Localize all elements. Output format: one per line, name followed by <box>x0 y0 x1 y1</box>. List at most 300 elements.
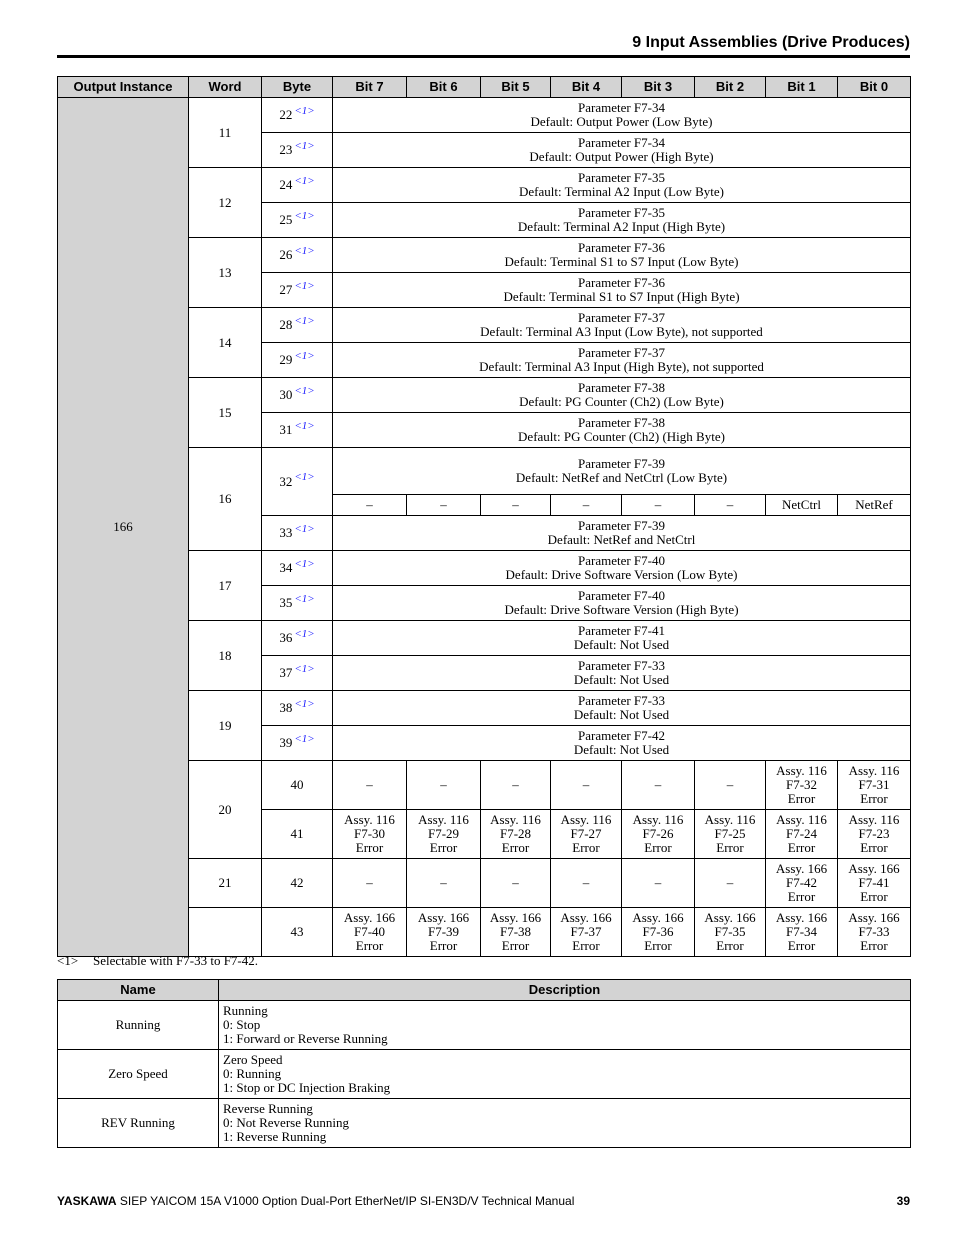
footnote-ref: <1> <box>294 471 315 484</box>
parameter-cell <box>333 621 911 656</box>
bit-line: F7-33 <box>858 924 890 939</box>
byte-cell <box>262 98 333 133</box>
bit-line: – <box>726 875 734 890</box>
bit-line: Assy. 116 <box>848 812 900 827</box>
parameter-cell <box>333 413 911 448</box>
bit-line: Assy. 166 <box>343 910 396 925</box>
byte-value: 40 <box>290 777 304 792</box>
bit-cell <box>622 859 695 908</box>
byte-value: 37 <box>279 665 293 680</box>
parameter-name: Parameter F7-40 <box>577 588 665 603</box>
bit-line: – <box>366 875 373 890</box>
bit-cell <box>407 908 481 957</box>
description-cell <box>219 1099 911 1148</box>
bit-line: Assy. 166 <box>775 910 828 925</box>
bit-line: F7-32 <box>785 777 818 792</box>
footnote-ref: <1> <box>294 139 315 152</box>
parameter-cell <box>333 273 911 308</box>
bit-cell <box>695 810 766 859</box>
parameter-cell <box>333 238 911 273</box>
bit-line: Error <box>501 938 530 953</box>
bit-line: Assy. 116 <box>848 763 900 778</box>
word-value: 21 <box>218 875 232 890</box>
bit-cell <box>695 859 766 908</box>
word-cell <box>189 308 262 378</box>
parameter-cell <box>333 168 911 203</box>
bit-line: Assy. 166 <box>417 910 470 925</box>
word-value: 13 <box>218 264 232 280</box>
bit-line: Error <box>644 840 672 855</box>
byte-value: 42 <box>290 875 304 890</box>
bit-cell <box>407 810 481 859</box>
word-cell <box>189 551 262 621</box>
parameter-default: Default: PG Counter (Ch2) (Low Byte) <box>519 394 724 409</box>
bit-cell <box>695 495 766 516</box>
column-header: Byte <box>262 77 333 98</box>
word-cell <box>189 908 262 957</box>
bit-line: Assy. 166 <box>848 910 900 925</box>
bit-value: – <box>582 497 590 512</box>
parameter-cell <box>333 656 911 691</box>
bit-cell <box>695 761 766 810</box>
bit-cell <box>766 761 838 810</box>
bit-cell <box>407 761 481 810</box>
bit-line: Error <box>787 791 816 806</box>
output-instance-cell <box>58 98 189 957</box>
bit-line: – <box>440 777 447 792</box>
bit-cell <box>622 761 695 810</box>
byte-value: 34 <box>279 560 293 575</box>
footer-text: SIEP YAICOM 15A V1000 Option Dual-Port EtherNet/IP SI-EN3D/V Technical Manual <box>116 1194 575 1208</box>
byte-cell <box>262 273 333 308</box>
word-cell <box>189 378 262 448</box>
byte-value: 27 <box>279 282 293 297</box>
description-cell <box>219 1050 911 1099</box>
column-header: Bit 3 <box>622 77 695 98</box>
parameter-default: Default: Output Power (High Byte) <box>529 149 714 164</box>
column-header: Bit 2 <box>695 77 766 98</box>
word-cell <box>189 621 262 691</box>
footnote-ref: <1> <box>294 209 315 222</box>
table-header-row <box>58 980 911 1001</box>
parameter-default: Default: NetRef and NetCtrl (Low Byte) <box>515 470 728 485</box>
parameter-name: Parameter F7-34 <box>577 100 665 115</box>
bit-line: F7-39 <box>427 924 460 939</box>
parameter-cell <box>333 586 911 621</box>
parameter-cell <box>333 448 911 495</box>
bit-value: – <box>726 497 734 512</box>
byte-cell <box>262 551 333 586</box>
parameter-default: Default: Terminal A2 Input (Low Byte) <box>519 184 724 199</box>
bit-line: – <box>654 875 662 890</box>
byte-cell <box>262 516 333 551</box>
name-cell <box>58 1050 219 1099</box>
bit-cell <box>766 908 838 957</box>
parameter-cell <box>333 133 911 168</box>
byte-cell <box>262 343 333 378</box>
bit-cell <box>838 495 911 516</box>
status-name: Zero Speed <box>108 1066 168 1081</box>
column-header: Bit 6 <box>407 77 481 98</box>
bit-cell <box>766 859 838 908</box>
parameter-name: Parameter F7-39 <box>577 456 665 471</box>
bit-line: F7-41 <box>858 875 890 890</box>
bit-cell <box>333 859 407 908</box>
footnote-ref: <1> <box>294 557 315 570</box>
bit-line: F7-35 <box>714 924 746 939</box>
byte-cell <box>262 761 333 810</box>
footnote-ref: <1> <box>294 697 315 710</box>
parameter-cell <box>333 378 911 413</box>
table-body <box>58 98 911 957</box>
bit-cell <box>766 810 838 859</box>
parameter-name: Parameter F7-35 <box>577 205 665 220</box>
bit-cell <box>551 810 622 859</box>
bit-cell <box>333 761 407 810</box>
description-cell <box>219 1001 911 1050</box>
byte-value: 22 <box>279 107 293 122</box>
parameter-default: Default: Terminal A3 Input (High Byte), not supported <box>479 359 764 374</box>
bit-cell <box>695 908 766 957</box>
bit-line: Assy. 166 <box>560 910 612 925</box>
byte-cell <box>262 238 333 273</box>
parameter-default: Default: Drive Software Version (Low Byte) <box>505 567 738 582</box>
byte-cell <box>262 859 333 908</box>
column-header: Name <box>58 980 219 1001</box>
bit-line: F7-34 <box>785 924 818 939</box>
word-value: 12 <box>218 194 232 210</box>
parameter-default: Default: Output Power (Low Byte) <box>530 114 713 129</box>
footnote-ref: <1> <box>294 419 315 432</box>
bit-cell <box>551 495 622 516</box>
byte-cell <box>262 133 333 168</box>
bit-cell <box>622 908 695 957</box>
word-cell <box>189 691 262 761</box>
footnote-mark: <1> <box>57 953 79 968</box>
bit-cell <box>551 859 622 908</box>
footnote-ref: <1> <box>294 104 315 117</box>
bit-line: – <box>512 875 519 890</box>
byte-cell <box>262 691 333 726</box>
bit-cell <box>551 761 622 810</box>
column-header: Bit 1 <box>766 77 838 98</box>
parameter-default: Default: Not Used <box>573 742 670 757</box>
bit-line: Assy. 166 <box>848 861 900 876</box>
bit-cell <box>481 761 551 810</box>
parameter-default: Default: Drive Software Version (High Byte) <box>504 602 739 617</box>
bit-line: F7-30 <box>353 826 386 841</box>
bit-line: Error <box>860 889 888 904</box>
bit-cell <box>622 810 695 859</box>
parameter-name: Parameter F7-37 <box>577 345 665 360</box>
bit-line: Error <box>644 938 672 953</box>
description-line: 0: Stop <box>223 1017 261 1032</box>
footnote <box>57 953 258 969</box>
bit-line: Assy. 116 <box>490 812 541 827</box>
footnote-ref: <1> <box>294 314 315 327</box>
footnote-ref: <1> <box>294 174 315 187</box>
bit-cell <box>333 495 407 516</box>
bit-line: Error <box>716 840 744 855</box>
table-header-row <box>58 77 911 98</box>
bit-line: Assy. 116 <box>560 812 612 827</box>
bit-line: Error <box>572 840 600 855</box>
bit-line: Error <box>787 840 816 855</box>
parameter-cell <box>333 551 911 586</box>
description-line: 1: Stop or DC Injection Braking <box>223 1080 391 1095</box>
footnote-ref: <1> <box>294 384 315 397</box>
byte-cell <box>262 621 333 656</box>
parameter-name: Parameter F7-42 <box>577 728 665 743</box>
description-line: Zero Speed <box>223 1052 283 1067</box>
bit-line: F7-25 <box>714 826 746 841</box>
footnote-ref: <1> <box>294 592 315 605</box>
byte-cell <box>262 413 333 448</box>
bit-line: – <box>654 777 662 792</box>
parameter-name: Parameter F7-33 <box>577 693 665 708</box>
byte-value: 35 <box>279 595 293 610</box>
parameter-default: Default: Terminal A2 Input (High Byte) <box>517 219 726 234</box>
bit-line: F7-28 <box>499 826 532 841</box>
bit-line: Assy. 166 <box>489 910 542 925</box>
bit-value: – <box>512 497 519 512</box>
status-name: Running <box>115 1017 161 1032</box>
footnote-ref: <1> <box>294 627 315 640</box>
bit-line: F7-31 <box>858 777 890 792</box>
word-value: 16 <box>218 491 232 506</box>
bit-line: Error <box>860 938 888 953</box>
bit-cell <box>481 859 551 908</box>
status-name: REV Running <box>101 1115 175 1130</box>
bit-cell <box>333 810 407 859</box>
footnote-ref: <1> <box>294 522 315 535</box>
word-value: 15 <box>218 404 232 420</box>
bit-line: Assy. 116 <box>344 812 395 827</box>
bit-cell <box>407 495 481 516</box>
bit-line: Assy. 166 <box>704 910 756 925</box>
parameter-name: Parameter F7-38 <box>577 415 665 430</box>
byte-cell <box>262 586 333 621</box>
parameter-cell <box>333 308 911 343</box>
bit-line: – <box>512 777 519 792</box>
byte-value: 39 <box>279 735 293 750</box>
parameter-default: Default: PG Counter (Ch2) (High Byte) <box>518 429 725 444</box>
name-cell <box>58 1099 219 1148</box>
bit-line: Assy. 116 <box>776 763 827 778</box>
bit-line: F7-38 <box>499 924 532 939</box>
parameter-name: Parameter F7-33 <box>577 658 665 673</box>
bit-cell <box>551 908 622 957</box>
byte-cell <box>262 203 333 238</box>
bit-line: – <box>440 875 447 890</box>
column-header: Description <box>219 980 911 1001</box>
parameter-name: Parameter F7-36 <box>577 275 665 290</box>
byte-cell <box>262 168 333 203</box>
bit-line: Error <box>787 938 816 953</box>
parameter-default: Default: Terminal A3 Input (Low Byte), not supported <box>480 324 763 339</box>
parameter-name: Parameter F7-35 <box>577 170 665 185</box>
word-value: 20 <box>218 801 232 817</box>
page-footer <box>57 1194 910 1208</box>
description-line: 0: Not Reverse Running <box>223 1115 350 1130</box>
parameter-cell <box>333 343 911 378</box>
parameter-name: Parameter F7-40 <box>577 553 665 568</box>
byte-value: 38 <box>279 700 293 715</box>
bit-line: – <box>582 777 590 792</box>
byte-cell <box>262 726 333 761</box>
bit-value: – <box>440 497 447 512</box>
word-cell <box>189 448 262 551</box>
bit-value: – <box>366 497 373 512</box>
word-value: 18 <box>218 647 232 663</box>
byte-cell <box>262 378 333 413</box>
bit-cell <box>333 908 407 957</box>
parameter-cell <box>333 691 911 726</box>
word-cell <box>189 168 262 238</box>
bit-cell <box>481 908 551 957</box>
bit-line: F7-24 <box>785 826 818 841</box>
byte-cell <box>262 810 333 859</box>
table-row <box>58 1001 911 1050</box>
bit-cell <box>838 859 911 908</box>
bit-cell <box>481 495 551 516</box>
parameter-name: Parameter F7-36 <box>577 240 665 255</box>
byte-value: 25 <box>279 212 293 227</box>
bit-line: Error <box>429 938 458 953</box>
byte-value: 32 <box>279 473 293 489</box>
bit-line: – <box>582 875 590 890</box>
bit-line: Error <box>572 938 600 953</box>
byte-cell <box>262 448 333 516</box>
page-header <box>57 30 910 58</box>
word-value: 14 <box>218 334 232 350</box>
description-line: 1: Reverse Running <box>223 1129 327 1144</box>
description-line: 1: Forward or Reverse Running <box>223 1031 388 1046</box>
bit-line: Error <box>860 840 888 855</box>
bit-line: Error <box>716 938 744 953</box>
bit-line: Assy. 116 <box>632 812 684 827</box>
bit-cell <box>766 495 838 516</box>
byte-value: 31 <box>279 422 293 437</box>
word-value: 11 <box>218 124 232 140</box>
input-assembly-table <box>57 76 911 957</box>
bit-line: F7-26 <box>642 826 674 841</box>
byte-value: 36 <box>279 630 293 645</box>
bit-line: F7-36 <box>642 924 674 939</box>
bit-cell <box>407 859 481 908</box>
bit-line: – <box>726 777 734 792</box>
bit-line: F7-23 <box>858 826 890 841</box>
description-line: 0: Running <box>223 1066 282 1081</box>
description-line: Reverse Running <box>223 1101 313 1116</box>
word-cell <box>189 761 262 859</box>
bit-line: Assy. 166 <box>632 910 684 925</box>
byte-value: 24 <box>279 177 293 192</box>
bit-cell <box>622 495 695 516</box>
bit-cell <box>838 761 911 810</box>
table-row <box>58 1099 911 1148</box>
bit-value: – <box>654 497 662 512</box>
parameter-name: Parameter F7-34 <box>577 135 665 150</box>
byte-value: 28 <box>279 317 293 332</box>
bit-line: F7-40 <box>353 924 386 939</box>
footnote-ref: <1> <box>294 349 315 362</box>
section-title: 9 Input Assemblies (Drive Produces) <box>632 34 910 51</box>
parameter-name: Parameter F7-37 <box>577 310 665 325</box>
byte-value: 33 <box>279 525 293 540</box>
column-header: Bit 5 <box>481 77 551 98</box>
bit-line: Error <box>860 791 888 806</box>
parameter-name: Parameter F7-41 <box>577 623 665 638</box>
parameter-default: Default: NetRef and NetCtrl <box>547 532 696 547</box>
table-body <box>58 1001 911 1148</box>
byte-cell <box>262 308 333 343</box>
table-row <box>58 1050 911 1099</box>
parameter-cell <box>333 726 911 761</box>
name-cell <box>58 1001 219 1050</box>
column-header: Bit 0 <box>838 77 911 98</box>
footnote-text: Selectable with F7-33 to F7-42. <box>93 953 259 968</box>
bit-line: Error <box>501 840 530 855</box>
bit-line: F7-29 <box>427 826 460 841</box>
byte-value: 26 <box>279 247 293 262</box>
word-cell <box>189 98 262 168</box>
parameter-cell <box>333 98 911 133</box>
byte-cell <box>262 656 333 691</box>
bit-line: F7-27 <box>570 826 602 841</box>
footer-brand: YASKAWA <box>57 1194 117 1208</box>
bit-value: NetRef <box>855 497 893 512</box>
bit-line: F7-42 <box>785 875 818 890</box>
parameter-default: Default: Not Used <box>573 707 670 722</box>
parameter-default: Default: Terminal S1 to S7 Input (Low Byte) <box>504 254 739 269</box>
description-line: Running <box>223 1003 268 1018</box>
page-number: 39 <box>896 1194 910 1208</box>
footnote-ref: <1> <box>294 279 315 292</box>
table-row <box>58 98 911 133</box>
bit-value: NetCtrl <box>782 497 821 512</box>
bit-line: – <box>366 777 373 792</box>
footnote-ref: <1> <box>294 732 315 745</box>
parameter-default: Default: Terminal S1 to S7 Input (High Byte) <box>503 289 740 304</box>
parameter-default: Default: Not Used <box>573 637 670 652</box>
column-header: Output Instance <box>58 77 189 98</box>
byte-value: 23 <box>279 142 293 157</box>
status-description-table <box>57 979 911 1148</box>
column-header: Bit 4 <box>551 77 622 98</box>
bit-line: Error <box>355 840 384 855</box>
word-cell <box>189 238 262 308</box>
byte-value: 30 <box>279 387 293 402</box>
bit-line: Error <box>787 889 816 904</box>
byte-cell <box>262 908 333 957</box>
bit-cell <box>838 908 911 957</box>
bit-line: Error <box>355 938 384 953</box>
bit-line: Assy. 166 <box>775 861 828 876</box>
word-cell <box>189 859 262 908</box>
bit-cell <box>838 810 911 859</box>
column-header: Word <box>189 77 262 98</box>
footnote-ref: <1> <box>294 662 315 675</box>
byte-value: 43 <box>290 924 304 939</box>
footnote-ref: <1> <box>294 244 315 257</box>
parameter-name: Parameter F7-38 <box>577 380 665 395</box>
byte-value: 41 <box>290 826 304 841</box>
bit-line: Assy. 116 <box>776 812 827 827</box>
bit-line: Error <box>429 840 458 855</box>
byte-value: 29 <box>279 352 293 367</box>
word-value: 17 <box>218 577 232 593</box>
